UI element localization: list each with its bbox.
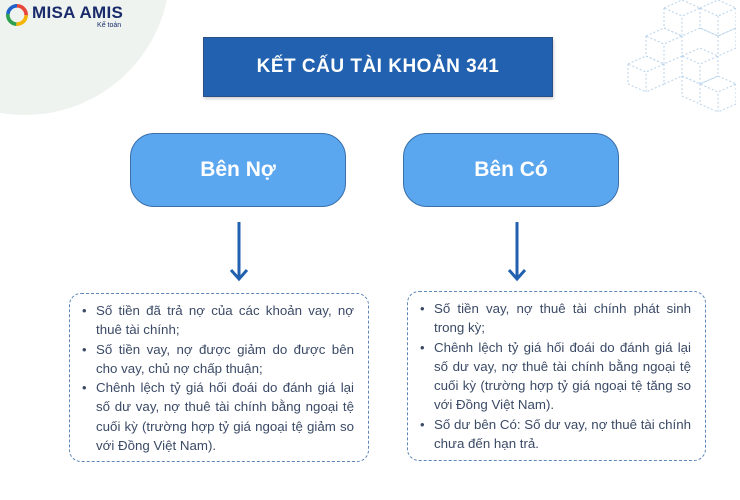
credit-side-box — [403, 133, 619, 207]
credit-heading: Bên Có — [474, 158, 548, 181]
debit-content-box — [69, 293, 369, 462]
cube-pattern-decoration — [624, 0, 736, 120]
credit-item: • Số dư bên Có: Số dư vay, nợ thuê tài chính chưa đến hạn trả. — [434, 415, 691, 454]
credit-content-box — [407, 291, 706, 461]
credit-item: • Chênh lệch tỷ giá hối đoái do đánh giá lại số dư vay, nợ thuê tài chính bằng ngoại tệ cuối kỳ (trường hợp tỷ giá ngoại tệ tăng so với Đồng Việt Nam). — [434, 338, 691, 415]
debit-item: • Số tiền vay, nợ được giảm do được bên cho vay, chủ nợ chấp thuận; — [96, 340, 354, 379]
logo — [6, 4, 123, 29]
debit-item: • Chênh lệch tỷ giá hối đoái do đánh giá lại số dư vay, nợ thuê tài chính bằng ngoại tệ cuối kỳ (trường hợp tỷ giá ngoại tệ giảm so với Đồng Việt Nam). — [96, 378, 354, 455]
logo-brand: MISA AMIS — [32, 3, 124, 22]
logo-subtitle: Kế toán — [97, 22, 122, 29]
credit-item: • Số tiền vay, nợ thuê tài chính phát sinh trong kỳ; — [434, 299, 691, 338]
credit-down-arrow-icon — [507, 222, 527, 282]
debit-item: • Số tiền đã trả nợ của các khoản vay, nợ thuê tài chính; — [96, 301, 354, 340]
debit-heading: Bên Nợ — [200, 158, 276, 181]
debit-down-arrow-icon — [229, 222, 249, 282]
title-banner — [203, 37, 553, 97]
diagram-title: KẾT CẤU TÀI KHOẢN 341 — [256, 56, 500, 77]
credit-list — [408, 292, 705, 453]
debit-list — [70, 294, 368, 455]
misa-swirl-icon — [6, 4, 28, 26]
debit-side-box — [130, 133, 346, 207]
